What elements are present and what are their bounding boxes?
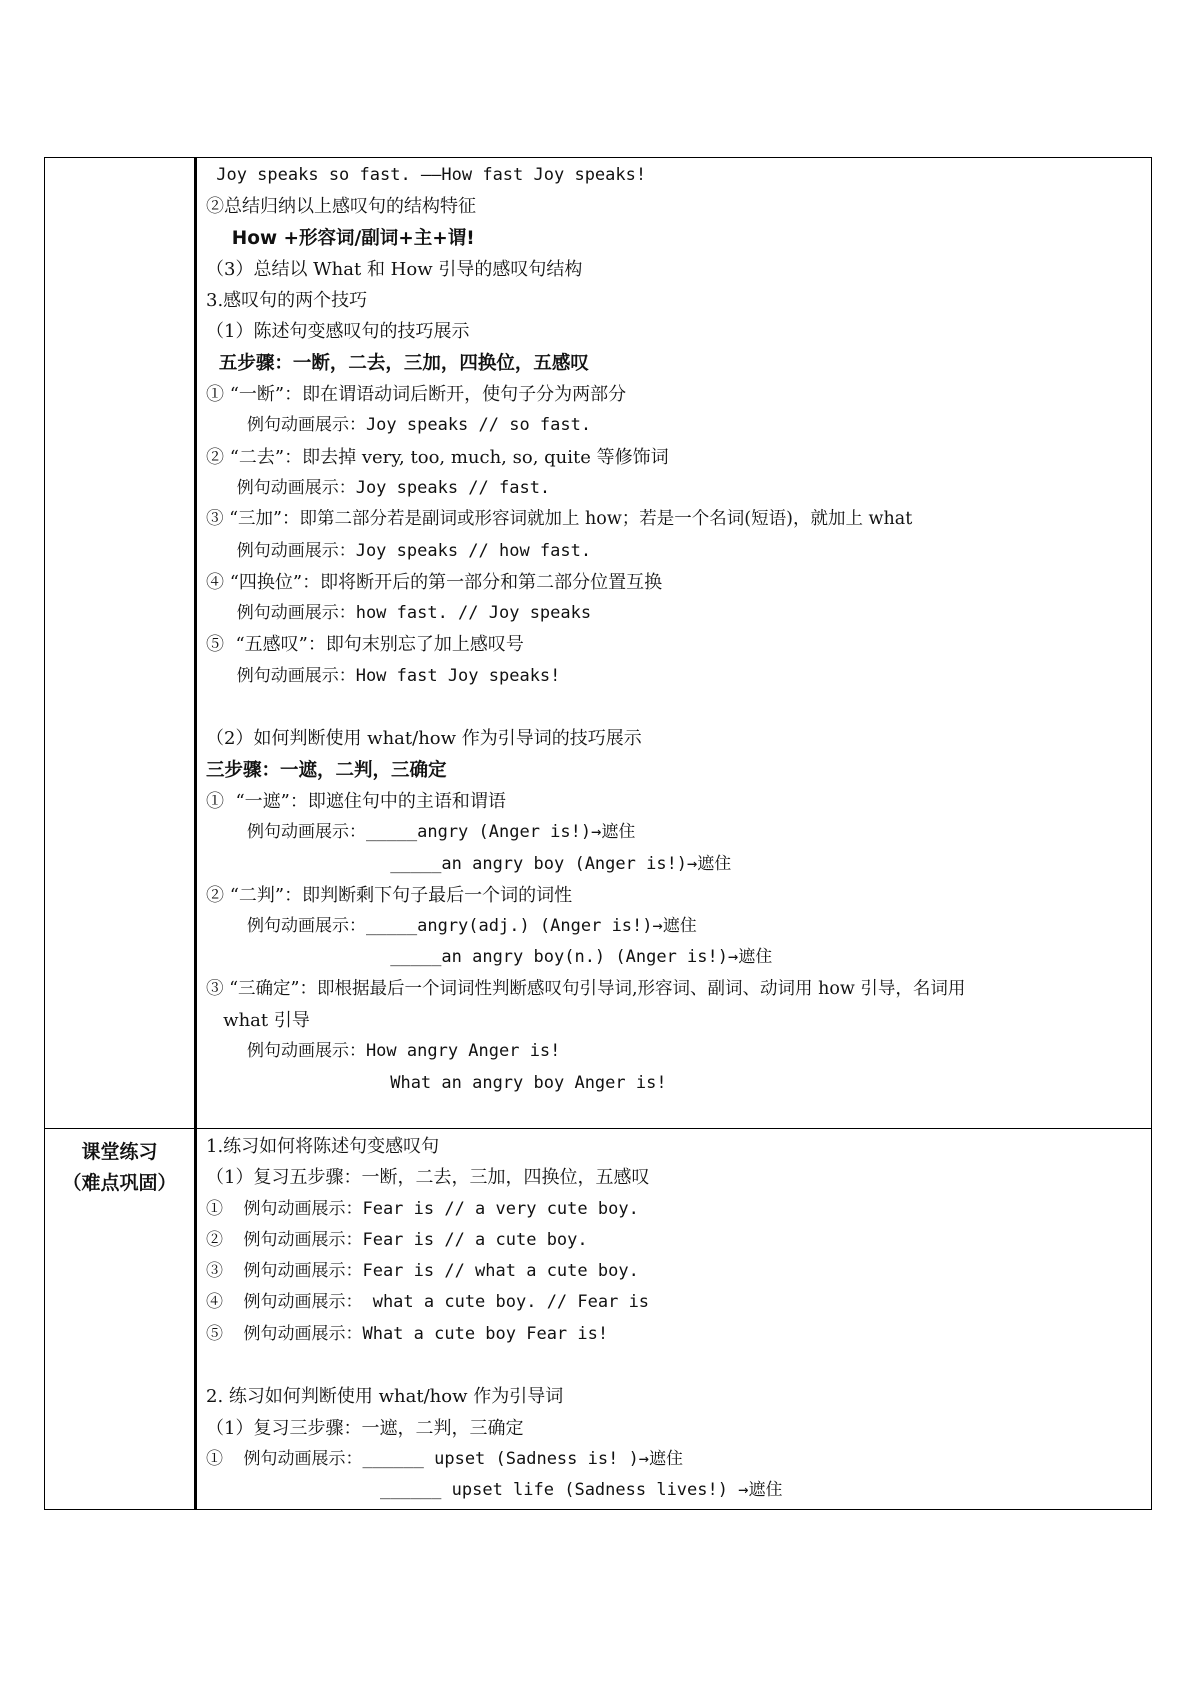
table-row [45, 1129, 1152, 1510]
example-line: 例句动画展示：How angry Anger is! [206, 1041, 561, 1062]
example-line: 例句动画展示：_____angry(adj.) (Anger is!)→遮住 [206, 916, 697, 937]
blank-line [206, 1350, 1143, 1381]
step-line: ③ “三加”：即第二部分若是副词或形容词就加上 how；若是一个名词(短语)，就加上 what [206, 509, 913, 530]
content-cell [196, 1129, 1152, 1510]
lesson-plan-table [44, 157, 1152, 1510]
example-line: What an angry boy Anger is! [206, 1072, 667, 1093]
example-line: 例句动画展示：_____angry (Anger is!)→遮住 [206, 822, 636, 843]
example-line: ③ 例句动画展示：Fear is // what a cute boy. [206, 1261, 639, 1282]
section-heading: 2. 练习如何判断使用 what/how 作为引导词 [206, 1386, 564, 1408]
example-line: 例句动画展示：Joy speaks // so fast. [206, 415, 592, 436]
example-line: ______ upset life (Sadness lives!) →遮住 [206, 1480, 783, 1501]
row-label-line: 课堂练习 [81, 1141, 158, 1163]
row-label-cell [45, 1129, 196, 1510]
example-line: ④ 例句动画展示： what a cute boy. // Fear is [206, 1292, 650, 1313]
example-line: _____an angry boy (Anger is!)→遮住 [206, 853, 732, 874]
example-sentence-line: Joy speaks so fast. ——How fast Joy speaks! [206, 165, 647, 185]
example-line: 例句动画展示：Joy speaks // how fast. [206, 540, 592, 561]
step-line: ① “一遮”：即遮住句中的主语和谓语 [206, 790, 506, 812]
row-label [45, 1129, 194, 1199]
example-line: ② 例句动画展示：Fear is // a cute boy. [206, 1229, 588, 1250]
text-line: （1）陈述句变感叹句的技巧展示 [206, 321, 470, 343]
section-heading: 3.感叹句的两个技巧 [206, 290, 368, 312]
section-heading: 1.练习如何将陈述句变感叹句 [206, 1136, 440, 1157]
structure-formula-line: How +形容词/副词+主+谓! [206, 227, 475, 249]
step-line: ② “二去”：即去掉 very, too, much, so, quite 等修饰词 [206, 446, 669, 468]
step-line: ② “二判”：即判断剩下句子最后一个词的词性 [206, 884, 573, 906]
blank-line [206, 692, 1143, 723]
step-line: ⑤ “五感叹”：即句末别忘了加上感叹号 [206, 634, 524, 656]
text-line: （1）复习五步骤：一断，二去，三加，四换位，五感叹 [206, 1167, 650, 1189]
example-line: ① 例句动画展示：Fear is // a very cute boy. [206, 1198, 639, 1219]
example-line: 例句动画展示：How fast Joy speaks! [206, 665, 561, 686]
example-line: ① 例句动画展示：______ upset (Sadness is! )→遮住 [206, 1448, 684, 1469]
step-line: ① “一断”：即在谓语动词后断开，使句子分为两部分 [206, 384, 627, 406]
text-line: ②总结归纳以上感叹句的结构特征 [206, 196, 476, 218]
example-line: 例句动画展示：how fast. // Joy speaks [206, 603, 592, 624]
text-line: （3）总结以 What 和 How 引导的感叹句结构 [206, 258, 583, 280]
content-cell [196, 158, 1152, 1129]
step-line: ③ “三确定”：即根据最后一个词词性判断感叹句引导词,形容词、副词、动词用 how 引导，名词用 [206, 978, 966, 999]
five-steps-heading: 五步骤：一断，二去，三加，四换位，五感叹 [206, 352, 589, 374]
text-line: （2）如何判断使用 what/how 作为引导词的技巧展示 [206, 728, 642, 750]
example-line: ⑤ 例句动画展示：What a cute boy Fear is! [206, 1323, 609, 1344]
text-line: （1）复习三步骤：一遮，二判，三确定 [206, 1417, 524, 1439]
example-line: _____an angry boy(n.) (Anger is!)→遮住 [206, 947, 773, 968]
example-line: 例句动画展示：Joy speaks // fast. [206, 477, 551, 498]
table-row [45, 158, 1152, 1129]
row-label-cell [45, 158, 196, 1129]
step-line-continued: what 引导 [206, 1010, 310, 1032]
three-steps-heading: 三步骤：一遮，二判，三确定 [206, 759, 447, 781]
step-line: ④ “四换位”：即将断开后的第一部分和第二部分位置互换 [206, 571, 663, 593]
row-label-line: （难点巩固） [62, 1172, 177, 1194]
